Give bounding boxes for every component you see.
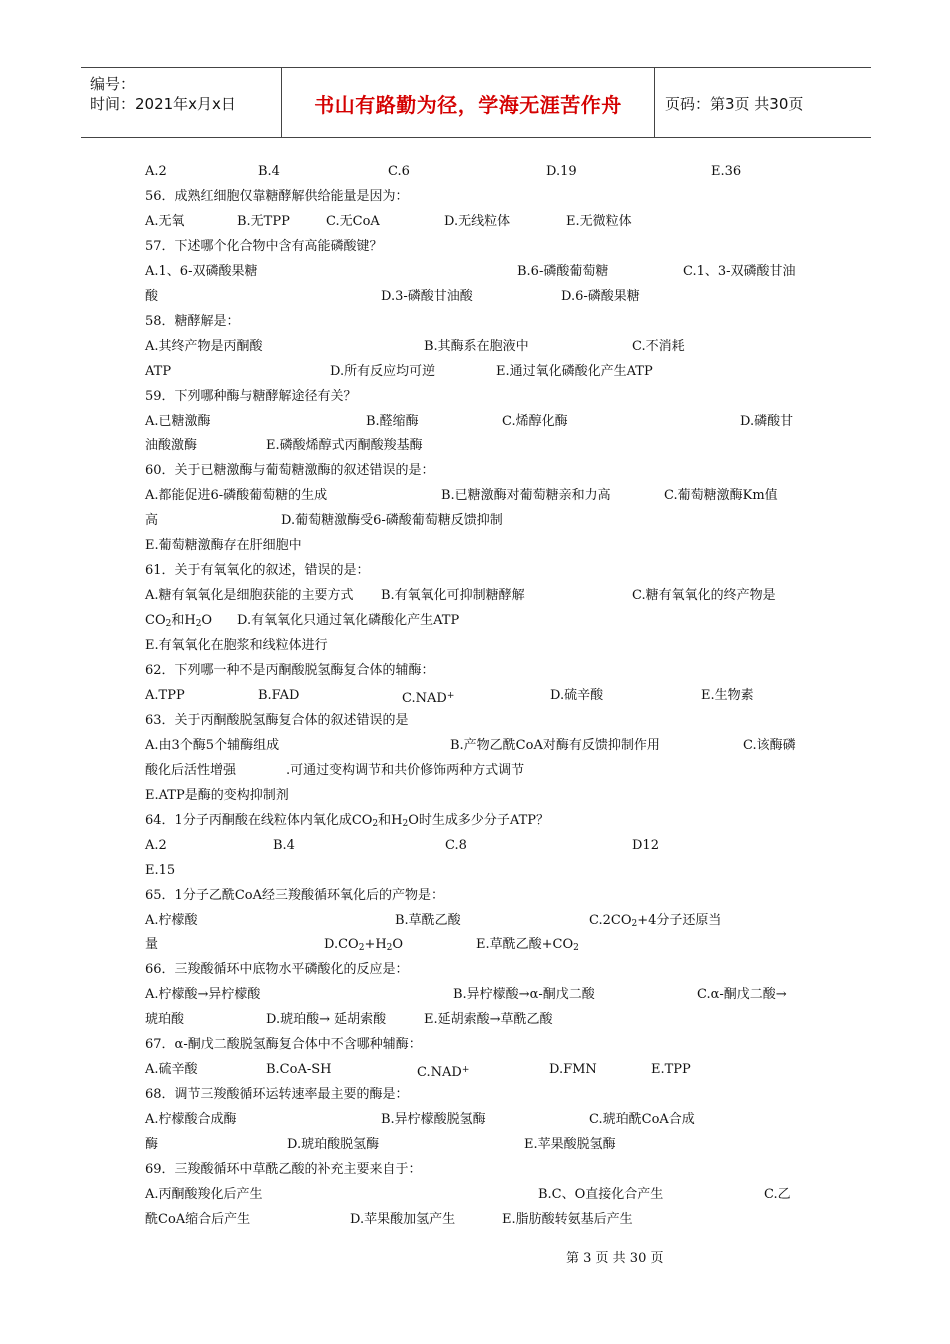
answer-option: C.1、3-双磷酸甘油	[683, 264, 796, 279]
text-line	[0, 388, 950, 410]
answer-option: D.所有反应均可逆	[330, 364, 436, 379]
answer-option: C.α-酮戊二酸→	[697, 987, 787, 1002]
answer-option: D.琥珀酸脱氢酶	[287, 1137, 380, 1152]
answer-option: B.C、O直接化合产生	[538, 1187, 664, 1202]
question-stem: 61．关于有氧氧化的叙述，错误的是：	[145, 563, 370, 578]
text-line	[0, 637, 950, 659]
answer-option: E.36	[711, 164, 742, 179]
answer-option: D.苹果酸加氢产生	[350, 1212, 456, 1227]
answer-option: B.无TPP	[237, 214, 290, 229]
answer-option: D.葡萄糖激酶受6-磷酸葡萄糖反馈抑制	[281, 513, 503, 528]
header-info-cell	[81, 68, 282, 137]
answer-option: B.FAD	[258, 688, 300, 703]
text-line	[0, 263, 950, 285]
answer-option: D.19	[546, 164, 577, 179]
answer-option: E.TPP	[651, 1062, 691, 1077]
text-line	[0, 961, 950, 983]
footer-page-number: 第 3 页 共 30 页	[566, 1251, 664, 1266]
answer-option: $C.2CO_2+4$分子还原当	[589, 913, 722, 929]
text-line	[0, 912, 950, 934]
answer-option: C.糖有氧氧化的终产物是	[632, 588, 776, 603]
answer-option: B.异柠檬酸→α-酮戊二酸	[453, 987, 595, 1002]
answer-option: D.无线粒体	[444, 214, 511, 229]
answer-option: E.延胡索酸→草酰乙酸	[424, 1012, 553, 1027]
answer-option: B.草酰乙酸	[395, 913, 461, 928]
question-stem: 56．成熟红细胞仅靠糖酵解供给能量是因为：	[145, 189, 409, 204]
answer-option: A.都能促进6-磷酸葡萄糖的生成	[145, 488, 328, 503]
answer-option: 油酸激酶	[145, 438, 198, 453]
question-stem: 58．糖酵解是：	[145, 314, 240, 329]
answer-option: C.6	[388, 164, 410, 179]
question-stem: 60．关于已糖激酶与葡萄糖激酶的叙述错误的是：	[145, 463, 435, 478]
answer-option: B.产物乙酰CoA对酶有反馈抑制作用	[450, 738, 660, 753]
header-motto-cell	[282, 68, 655, 137]
answer-option: B.CoA-SH	[266, 1062, 332, 1077]
answer-option: A.柠檬酸合成酶	[145, 1112, 237, 1127]
document-date: 时间：2021年x月x日	[90, 95, 236, 113]
answer-option: 酶	[145, 1137, 159, 1152]
text-line	[0, 437, 950, 459]
text-line	[0, 1161, 950, 1183]
answer-option: A.2	[145, 838, 167, 853]
document-number: 编号：	[90, 75, 136, 93]
question-stem: 65．1分子乙酰CoA经三羧酸循环氧化后的产物是：	[145, 888, 444, 903]
question-stem: 62．下列哪一种不是丙酮酸脱氢酶复合体的辅酶：	[145, 663, 435, 678]
header-page-number: 页码：第3页 共30页	[665, 95, 804, 113]
answer-option: C.8	[445, 838, 467, 853]
answer-option: A.TPP	[145, 688, 185, 703]
answer-option: B.异柠檬酸脱氢酶	[381, 1112, 486, 1127]
text-line	[0, 1111, 950, 1133]
text-line	[0, 288, 950, 310]
answer-option: .可通过变构调节和共价修饰两种方式调节	[286, 763, 525, 778]
text-line	[0, 1036, 950, 1058]
answer-option: A.已糖激酶	[145, 414, 211, 429]
answer-option: 量	[145, 937, 159, 952]
answer-option: C.NAD+	[417, 1065, 470, 1080]
answer-option: C.不消耗	[632, 339, 685, 354]
text-line	[0, 837, 950, 859]
answer-option: E.草酰乙酸$+CO_2$	[476, 937, 579, 953]
answer-option: D.6-磷酸果糖	[561, 289, 640, 304]
question-stem: 63．关于丙酮酸脱氢酶复合体的叙述错误的是	[145, 713, 409, 728]
answer-option: A.无氧	[145, 214, 185, 229]
answer-option: D.硫辛酸	[550, 688, 604, 703]
text-line	[0, 462, 950, 484]
answer-option: E.苹果酸脱氢酶	[524, 1137, 616, 1152]
text-line	[0, 862, 950, 884]
page-header	[81, 67, 871, 138]
answer-option: 高	[145, 513, 159, 528]
text-line	[0, 737, 950, 759]
text-line	[0, 662, 950, 684]
answer-option: A.柠檬酸	[145, 913, 198, 928]
header-page-cell	[655, 68, 871, 137]
text-line	[0, 363, 950, 385]
answer-option: B.醛缩酶	[366, 414, 419, 429]
answer-option: D.FMN	[549, 1062, 597, 1077]
answer-option: A.由3个酶5个辅酶组成	[145, 738, 280, 753]
text-line	[0, 163, 950, 185]
answer-option: C.该酶磷	[743, 738, 796, 753]
question-stem: 59．下列哪种酶与糖酵解途径有关？	[145, 389, 357, 404]
answer-option: A.糖有氧氧化是细胞获能的主要方式	[145, 588, 354, 603]
text-line	[0, 1011, 950, 1033]
question-stem: 67．α-酮戊二酸脱氢酶复合体中不含哪种辅酶：	[145, 1037, 422, 1052]
text-line	[0, 313, 950, 335]
answer-option: $D.CO_2+H_2O$	[324, 937, 404, 953]
answer-option: B.4	[273, 838, 295, 853]
answer-option: A.硫辛酸	[145, 1062, 198, 1077]
question-stem: E.ATP是酶的变构抑制剂	[145, 788, 289, 803]
text-line	[0, 562, 950, 584]
text-line	[0, 612, 950, 634]
answer-option: E.磷酸烯醇式丙酮酸羧基酶	[266, 438, 423, 453]
question-stem: 66．三羧酸循环中底物水平磷酸化的反应是：	[145, 962, 409, 977]
text-line	[0, 188, 950, 210]
answer-option: D.3-磷酸甘油酸	[381, 289, 473, 304]
question-stem: E.有氧氧化在胞浆和线粒体进行	[145, 638, 328, 653]
answer-option: C.乙	[764, 1187, 791, 1202]
answer-option: B.其酶系在胞液中	[424, 339, 529, 354]
text-line	[0, 338, 950, 360]
answer-option: E.脂肪酸转氨基后产生	[502, 1212, 633, 1227]
text-line	[0, 887, 950, 909]
answer-option: D.有氧氧化只通过氧化磷酸化产生ATP	[237, 613, 460, 628]
answer-option: B.4	[258, 164, 280, 179]
answer-option: 酰CoA缩合后产生	[145, 1212, 251, 1227]
answer-option: C.葡萄糖激酶Km值	[664, 488, 778, 503]
text-line	[0, 1086, 950, 1108]
answer-option: D12	[632, 838, 659, 853]
text-line	[0, 936, 950, 958]
question-stem: 64．1分子丙酮酸在线粒体内氧化成$CO_2$和$H_2O$时生成多少分子ATP？	[145, 813, 549, 829]
question-stem: 57．下述哪个化合物中含有高能磷酸键？	[145, 239, 383, 254]
text-line	[0, 512, 950, 534]
answer-option: E.通过氧化磷酸化产生ATP	[496, 364, 653, 379]
question-stem: E.葡萄糖激酶存在肝细胞中	[145, 538, 302, 553]
answer-option: ATP	[145, 364, 172, 379]
answer-option: B.有氧氧化可抑制糖酵解	[381, 588, 525, 603]
answer-option: D.磷酸甘	[740, 414, 794, 429]
text-line	[0, 1211, 950, 1233]
answer-option: C.烯醇化酶	[502, 414, 568, 429]
answer-option: A.柠檬酸→异柠檬酸	[145, 987, 261, 1002]
text-line	[0, 812, 950, 834]
answer-option: E.无微粒体	[566, 214, 632, 229]
answer-option: C.无CoA	[326, 214, 380, 229]
answer-option: A.2	[145, 164, 167, 179]
answer-option: 酸	[145, 289, 159, 304]
answer-option: B.6-磷酸葡萄糖	[517, 264, 609, 279]
question-stem: 69．三羧酸循环中草酰乙酸的补充主要来自于：	[145, 1162, 422, 1177]
text-line	[0, 413, 950, 435]
text-line	[0, 1186, 950, 1208]
answer-option: C.琥珀酰CoA合成	[589, 1112, 695, 1127]
text-line	[0, 587, 950, 609]
answer-option: 琥珀酸	[145, 1012, 185, 1027]
answer-option: E.生物素	[701, 688, 754, 703]
text-line	[0, 762, 950, 784]
answer-option: C.NAD+	[402, 691, 455, 706]
question-stem: E.15	[145, 863, 176, 878]
text-line	[0, 712, 950, 734]
text-line	[0, 487, 950, 509]
answer-option: A.丙酮酸羧化后产生	[145, 1187, 263, 1202]
text-line	[0, 213, 950, 235]
answer-option: D.琥珀酸→ 延胡索酸	[266, 1012, 387, 1027]
text-line	[0, 687, 950, 709]
text-line	[0, 238, 950, 260]
text-line	[0, 537, 950, 559]
answer-option: B.已糖激酶对葡萄糖亲和力高	[441, 488, 611, 503]
text-line	[0, 1061, 950, 1083]
answer-option: A.1、6-双磷酸果糖	[145, 264, 258, 279]
answer-option: $CO_2$和$H_2O$	[145, 613, 213, 629]
text-line	[0, 1136, 950, 1158]
header-motto: 书山有路勤为径，学海无涯苦作舟	[314, 93, 622, 117]
text-line	[0, 787, 950, 809]
question-stem: 68．调节三羧酸循环运转速率最主要的酶是：	[145, 1087, 409, 1102]
text-line	[0, 986, 950, 1008]
answer-option: 酸化后活性增强	[145, 763, 237, 778]
answer-option: A.其终产物是丙酮酸	[145, 339, 263, 354]
